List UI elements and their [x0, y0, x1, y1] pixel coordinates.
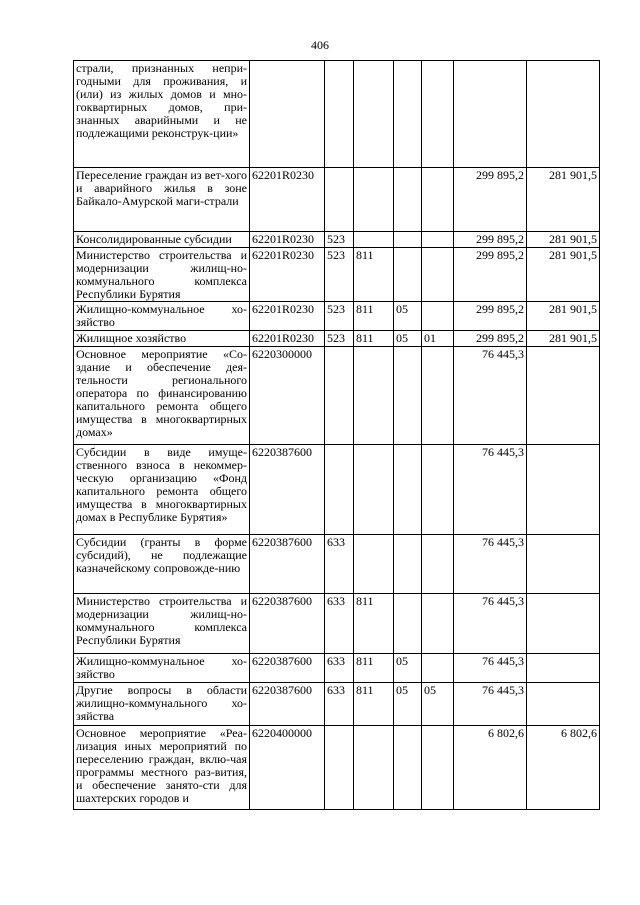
row-name-cell: Жилищное хозяйство [74, 331, 250, 347]
amount-year1-cell: 299 895,2 [454, 248, 527, 302]
section-cell: 05 [394, 654, 422, 683]
section-cell [394, 61, 422, 168]
administrator-cell [354, 232, 394, 248]
row-name-cell: Субсидии в виде имуще-ственного взноса в некоммер-ческую организацию «Фонд капитального ремонта общего имущества в многоквартирных домах в Республике Бурятия» [74, 445, 250, 535]
amount-year2-cell: 6 802,6 [527, 726, 600, 810]
row-name-cell: Основное мероприятие «Реа-лизация иных мероприятий по переселению граждан, вклю-чая программы местного раз-вития, и обеспечение занято-сти для шахтерских городов и [74, 726, 250, 810]
table-row [74, 61, 600, 168]
amount-year1-cell: 76 445,3 [454, 594, 527, 654]
expense-type-cell: 523 [325, 302, 354, 331]
expense-type-cell: 633 [325, 535, 354, 594]
section-cell [394, 726, 422, 810]
subsection-cell [422, 168, 454, 232]
amount-year2-cell [527, 347, 600, 445]
amount-year2-cell: 281 901,5 [527, 302, 600, 331]
amount-year1-cell: 6 802,6 [454, 726, 527, 810]
expense-type-cell [325, 445, 354, 535]
amount-year1-cell: 76 445,3 [454, 683, 527, 726]
expense-type-cell [325, 61, 354, 168]
table-row [74, 248, 600, 302]
section-cell [394, 168, 422, 232]
subsection-cell [422, 248, 454, 302]
subsection-cell: 01 [422, 331, 454, 347]
expense-type-cell: 523 [325, 232, 354, 248]
expense-type-cell [325, 168, 354, 232]
amount-year1-cell: 76 445,3 [454, 445, 527, 535]
target-article-cell: 6220387600 [250, 535, 325, 594]
section-cell [394, 535, 422, 594]
section-cell [394, 248, 422, 302]
table-row [74, 168, 600, 232]
amount-year2-cell [527, 594, 600, 654]
amount-year1-cell: 299 895,2 [454, 168, 527, 232]
row-name-cell: Основное мероприятие «Со-здание и обеспечение дея-тельности регионального оператора по финансированию капитального ремонта общего имущества в многоквартирных домах» [74, 347, 250, 445]
expense-type-cell: 633 [325, 654, 354, 683]
amount-year1-cell: 76 445,3 [454, 535, 527, 594]
section-cell: 05 [394, 683, 422, 726]
expense-type-cell [325, 347, 354, 445]
table-body [74, 61, 600, 810]
expense-type-cell: 523 [325, 331, 354, 347]
subsection-cell [422, 654, 454, 683]
amount-year2-cell: 281 901,5 [527, 168, 600, 232]
amount-year1-cell: 299 895,2 [454, 331, 527, 347]
target-article-cell: 62201R0230 [250, 331, 325, 347]
row-name-cell: Другие вопросы в области жилищно-коммунального хо-зяйства [74, 683, 250, 726]
target-article-cell [250, 61, 325, 168]
table-row [74, 347, 600, 445]
administrator-cell: 811 [354, 302, 394, 331]
subsection-cell: 05 [422, 683, 454, 726]
amount-year2-cell [527, 445, 600, 535]
subsection-cell [422, 302, 454, 331]
subsection-cell [422, 726, 454, 810]
subsection-cell [422, 232, 454, 248]
table-row [74, 594, 600, 654]
amount-year2-cell: 281 901,5 [527, 232, 600, 248]
amount-year2-cell: 281 901,5 [527, 331, 600, 347]
table-row [74, 535, 600, 594]
table-row [74, 445, 600, 535]
amount-year1-cell: 76 445,3 [454, 654, 527, 683]
expense-type-cell: 523 [325, 248, 354, 302]
row-name-cell: Жилищно-коммунальное хо-зяйство [74, 654, 250, 683]
subsection-cell [422, 61, 454, 168]
amount-year2-cell [527, 654, 600, 683]
subsection-cell [422, 445, 454, 535]
table-row [74, 232, 600, 248]
amount-year1-cell [454, 61, 527, 168]
row-name-cell: Консолидированные субсидии [74, 232, 250, 248]
row-name-cell: Министерство строительства и модернизации жилищ-но-коммунального комплекса Республики Бурятия [74, 594, 250, 654]
section-cell [394, 445, 422, 535]
administrator-cell: 811 [354, 594, 394, 654]
table-row [74, 302, 600, 331]
amount-year2-cell: 281 901,5 [527, 248, 600, 302]
target-article-cell: 62201R0230 [250, 232, 325, 248]
expense-type-cell: 633 [325, 683, 354, 726]
section-cell: 05 [394, 302, 422, 331]
subsection-cell [422, 535, 454, 594]
administrator-cell [354, 445, 394, 535]
section-cell [394, 347, 422, 445]
table-row [74, 654, 600, 683]
target-article-cell: 6220387600 [250, 683, 325, 726]
target-article-cell: 6220300000 [250, 347, 325, 445]
target-article-cell: 6220387600 [250, 445, 325, 535]
administrator-cell: 811 [354, 248, 394, 302]
target-article-cell: 62201R0230 [250, 248, 325, 302]
page-number: 406 [311, 38, 329, 52]
administrator-cell [354, 726, 394, 810]
row-name-cell: Жилищно-коммунальное хо-зяйство [74, 302, 250, 331]
table-row [74, 331, 600, 347]
expense-type-cell [325, 726, 354, 810]
row-name-cell: Переселение граждан из вет-хого и аварийного жилья в зоне Байкало-Амурской маги-страли [74, 168, 250, 232]
row-name-cell: Субсидии (гранты в форме субсидий), не подлежащие казначейскому сопровожде-нию [74, 535, 250, 594]
subsection-cell [422, 594, 454, 654]
amount-year1-cell: 299 895,2 [454, 232, 527, 248]
target-article-cell: 6220387600 [250, 654, 325, 683]
administrator-cell [354, 61, 394, 168]
administrator-cell [354, 535, 394, 594]
amount-year2-cell [527, 61, 600, 168]
row-name-cell: Министерство строительства и модернизации жилищ-но-коммунального комплекса Республики Бурятия [74, 248, 250, 302]
table-row [74, 683, 600, 726]
expense-type-cell: 633 [325, 594, 354, 654]
administrator-cell [354, 347, 394, 445]
row-name-cell: страли, признанных непри-годными для проживания, и (или) из жилых домов и мно-гоквартирных домов, при-знанных аварийными и не подлежащими реконструк-ции» [74, 61, 250, 168]
target-article-cell: 62201R0230 [250, 168, 325, 232]
target-article-cell: 6220387600 [250, 594, 325, 654]
amount-year1-cell: 299 895,2 [454, 302, 527, 331]
administrator-cell: 811 [354, 654, 394, 683]
amount-year2-cell [527, 683, 600, 726]
administrator-cell [354, 168, 394, 232]
target-article-cell: 6220400000 [250, 726, 325, 810]
amount-year2-cell [527, 535, 600, 594]
section-cell [394, 594, 422, 654]
table-row [74, 726, 600, 810]
subsection-cell [422, 347, 454, 445]
administrator-cell: 811 [354, 683, 394, 726]
administrator-cell: 811 [354, 331, 394, 347]
section-cell: 05 [394, 331, 422, 347]
amount-year1-cell: 76 445,3 [454, 347, 527, 445]
target-article-cell: 62201R0230 [250, 302, 325, 331]
section-cell [394, 232, 422, 248]
budget-table [73, 60, 600, 810]
